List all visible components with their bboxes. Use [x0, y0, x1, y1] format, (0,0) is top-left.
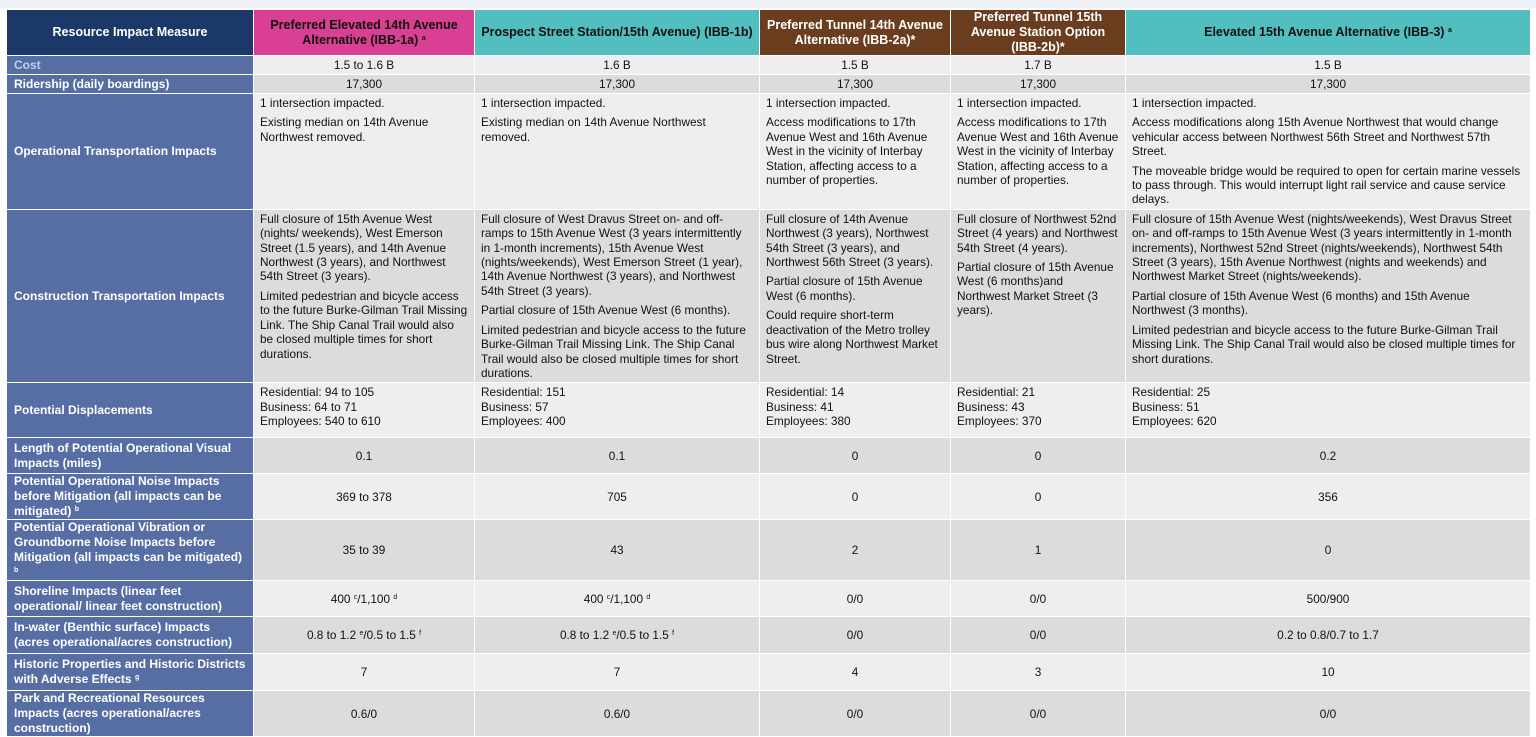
cell-cost-ibb-1b: 1.6 B — [475, 56, 760, 75]
cell-vibration-ibb-1a: 35 to 39 — [254, 520, 475, 581]
cell-line: Business: 64 to 71 — [260, 399, 358, 414]
row-label-park-recreational: Park and Recreational Resources Impacts (acres operational/acres construction) — [7, 691, 254, 737]
cell-line: Residential: 94 to 105 — [260, 385, 375, 400]
cell-line: Full closure of 15th Avenue West (nights/ weekends), West Emerson Street (1.5 years), and 14th Avenue Northwest (3 years), and Northwest 54th Street (3 years). — [260, 211, 447, 284]
resource-impact-table — [6, 9, 1531, 737]
cell-shoreline-ibb-2b: 0/0 — [951, 581, 1126, 617]
cell-shoreline-ibb-1a: 400 $^c$/1,100 $^d$ — [254, 581, 475, 617]
cell-line: Partial closure of 15th Avenue West (6 months). — [766, 274, 923, 303]
header-alt-ibb-3: Elevated 15th Avenue Alternative (IBB-3) $^a$ — [1126, 10, 1531, 56]
cell-operational-ibb-1b — [475, 94, 760, 210]
cell-ridership-ibb-2b: 17,300 — [951, 75, 1126, 94]
cell-vibration-ibb-2a: 2 — [760, 520, 951, 581]
header-alt-ibb-1a: Preferred Elevated 14th Avenue Alternative (IBB-1a) $^a$ — [254, 10, 475, 56]
cell-line: Residential: 151 — [481, 385, 566, 400]
row-cost — [7, 56, 1531, 75]
row-noise-impacts — [7, 474, 1531, 520]
cell-ridership-ibb-3: 17,300 — [1126, 75, 1531, 94]
row-construction-transportation — [7, 209, 1531, 382]
cell-construction-ibb-2b — [951, 209, 1126, 382]
cell-line: Could require short-term deactivation of the Metro trolley bus wire along Northwest Market Street. — [766, 308, 938, 366]
cell-noise-ibb-2a: 0 — [760, 474, 951, 520]
header-alt-ibb-1b: Prospect Street Station/15th Avenue) (IBB-1b) — [475, 10, 760, 56]
cell-displacements-ibb-2b — [951, 383, 1126, 438]
cell-line: Full closure of Northwest 52nd Street (4 years) and Northwest 54th Street (4 years). — [957, 211, 1118, 255]
cell-line: Access modifications to 17th Avenue West and 16th Avenue West in the vicinity of Interbay Station, affecting access to a number of properties. — [766, 115, 928, 188]
cell-line: Access modifications to 17th Avenue West and 16th Avenue West in the vicinity of Interbay Station, affecting access to a number of properties. — [957, 115, 1119, 188]
cell-line: Employees: 380 — [766, 414, 851, 429]
cell-construction-ibb-3 — [1126, 209, 1531, 382]
cell-inwater-ibb-2b: 0/0 — [951, 617, 1126, 654]
cell-noise-ibb-2b: 0 — [951, 474, 1126, 520]
cell-cost-ibb-3: 1.5 B — [1126, 56, 1531, 75]
cell-historic-ibb-1b: 7 — [475, 654, 760, 691]
cell-line: 1 intersection impacted. — [481, 96, 606, 110]
row-label-historic-properties — [7, 654, 254, 691]
cell-line: Employees: 620 — [1132, 414, 1217, 429]
cell-line: Limited pedestrian and bicycle access to the future Burke-Gilman Trail Missing Link. The Ship Canal Trail would also be closed multiple times for short durations. — [1132, 322, 1516, 366]
row-park-recreational — [7, 691, 1531, 737]
cell-line: Partial closure of 15th Avenue West (6 months). — [481, 303, 731, 318]
cell-displacements-ibb-3 — [1126, 383, 1531, 438]
cell-historic-ibb-1a: 7 — [254, 654, 475, 691]
cell-vibration-ibb-2b: 1 — [951, 520, 1126, 581]
cell-line: Partial closure of 15th Avenue West (6 months)and Northwest Market Street (3 years). — [957, 260, 1114, 318]
cell-cost-ibb-2a: 1.5 B — [760, 56, 951, 75]
row-visual-impacts — [7, 438, 1531, 474]
header-row — [7, 10, 1531, 56]
row-label-vibration-impacts — [7, 520, 254, 581]
cell-ridership-ibb-1a: 17,300 — [254, 75, 475, 94]
row-label-text: Historic Properties and Historic Districts with Adverse Effects — [14, 657, 246, 687]
cell-ridership-ibb-2a: 17,300 — [760, 75, 951, 94]
cell-line: Employees: 400 — [481, 414, 566, 429]
row-label-operational-transportation: Operational Transportation Impacts — [7, 94, 254, 210]
row-label-cost: Cost — [7, 56, 254, 75]
cell-visual-ibb-3: 0.2 — [1126, 438, 1531, 474]
cell-shoreline-ibb-3: 500/900 — [1126, 581, 1531, 617]
row-potential-displacements — [7, 383, 1531, 438]
cell-park-ibb-3: 0/0 — [1126, 691, 1531, 737]
cell-line: 1 intersection impacted. — [766, 96, 891, 110]
cell-displacements-ibb-2a — [760, 383, 951, 438]
footnote-marker: g — [134, 674, 140, 682]
row-label-potential-displacements: Potential Displacements — [7, 383, 254, 438]
cell-operational-ibb-1a — [254, 94, 475, 210]
cell-inwater-ibb-2a: 0/0 — [760, 617, 951, 654]
cell-line: 1 intersection impacted. — [957, 96, 1082, 110]
cell-line: Partial closure of 15th Avenue West (6 months) and 15th Avenue Northwest (3 months). — [1132, 288, 1470, 318]
cell-line: Business: 41 — [766, 399, 834, 414]
row-label-shoreline-impacts: Shoreline Impacts (linear feet operational/ linear feet construction) — [7, 581, 254, 617]
cell-visual-ibb-2a: 0 — [760, 438, 951, 474]
cell-visual-ibb-1a: 0.1 — [254, 438, 475, 474]
row-vibration-impacts — [7, 520, 1531, 581]
cell-vibration-ibb-3: 0 — [1126, 520, 1531, 581]
row-label-noise-impacts — [7, 474, 254, 520]
row-label-text: Potential Operational Vibration or Groundborne Noise Impacts before Mitigation (all impacts can be mitigated) — [14, 520, 243, 565]
cell-line: Existing median on 14th Avenue Northwest removed. — [481, 115, 706, 144]
cell-cost-ibb-2b: 1.7 B — [951, 56, 1126, 75]
row-label-construction-transportation: Construction Transportation Impacts — [7, 209, 254, 382]
cell-displacements-ibb-1a — [254, 383, 475, 438]
cell-displacements-ibb-1b — [475, 383, 760, 438]
cell-park-ibb-2b: 0/0 — [951, 691, 1126, 737]
cell-operational-ibb-3 — [1126, 94, 1531, 210]
cell-line: Business: 43 — [957, 399, 1025, 414]
cell-line: Access modifications along 15th Avenue Northwest that would change vehicular access between Northwest 56th Street and Northwest 57th Street. — [1132, 115, 1499, 159]
cell-park-ibb-2a: 0/0 — [760, 691, 951, 737]
cell-inwater-ibb-3: 0.2 to 0.8/0.7 to 1.7 — [1126, 617, 1531, 654]
cell-operational-ibb-2b — [951, 94, 1126, 210]
cell-cost-ibb-1a: 1.5 to 1.6 B — [254, 56, 475, 75]
cell-line: Full closure of 15th Avenue West (nights/weekends), West Dravus Street on- and off-ramps to 15th Avenue West (3 years intermittently in 1-month increments), Northwest 52nd Street (nights/weekends), Northwest 54th Street (3 years), 15th Avenue Northwest (nights and weekends) and Northwest Market Street (nights/weekends). — [1132, 211, 1512, 284]
header-alt-ibb-2b: Preferred Tunnel 15th Avenue Station Option (IBB-2b)* — [951, 10, 1126, 56]
cell-inwater-ibb-1b: 0.8 to 1.2 $^e$/0.5 to 1.5 $^f$ — [475, 617, 760, 654]
cell-line: Limited pedestrian and bicycle access to the future Burke-Gilman Trail Missing Link. The Ship Canal Trail would also be closed multiple times for short durations. — [260, 288, 468, 361]
cell-historic-ibb-2b: 3 — [951, 654, 1126, 691]
cell-vibration-ibb-1b: 43 — [475, 520, 760, 581]
row-label-visual-impacts: Length of Potential Operational Visual Impacts (miles) — [7, 438, 254, 474]
cell-visual-ibb-1b: 0.1 — [475, 438, 760, 474]
cell-line: Business: 51 — [1132, 399, 1200, 414]
header-resource-impact-measure: Resource Impact Measure — [7, 10, 254, 56]
cell-operational-ibb-2a — [760, 94, 951, 210]
top-title-strip — [0, 0, 1536, 8]
footnote-marker: b — [14, 567, 19, 575]
header-alt-ibb-2a: Preferred Tunnel 14th Avenue Alternative (IBB-2a)* — [760, 10, 951, 56]
cell-line: Residential: 25 — [1132, 385, 1211, 400]
cell-noise-ibb-3: 356 — [1126, 474, 1531, 520]
cell-line: Employees: 540 to 610 — [260, 414, 381, 429]
cell-line: Employees: 370 — [957, 414, 1042, 429]
cell-shoreline-ibb-2a: 0/0 — [760, 581, 951, 617]
cell-ridership-ibb-1b: 17,300 — [475, 75, 760, 94]
cell-park-ibb-1b: 0.6/0 — [475, 691, 760, 737]
footnote-marker: b — [74, 506, 79, 514]
row-historic-properties — [7, 654, 1531, 691]
row-label-inwater-impacts: In-water (Benthic surface) Impacts (acres operational/acres construction) — [7, 617, 254, 654]
cell-noise-ibb-1b: 705 — [475, 474, 760, 520]
row-operational-transportation — [7, 94, 1531, 210]
row-label-ridership: Ridership (daily boardings) — [7, 75, 254, 94]
cell-noise-ibb-1a: 369 to 378 — [254, 474, 475, 520]
row-inwater-impacts — [7, 617, 1531, 654]
row-shoreline-impacts — [7, 581, 1531, 617]
cell-line: Business: 57 — [481, 399, 549, 414]
cell-line: Residential: 21 — [957, 385, 1036, 400]
cell-line: 1 intersection impacted. — [260, 96, 385, 110]
cell-historic-ibb-2a: 4 — [760, 654, 951, 691]
cell-visual-ibb-2b: 0 — [951, 438, 1126, 474]
cell-construction-ibb-1b — [475, 209, 760, 382]
cell-line: Full closure of West Dravus Street on- and off-ramps to 15th Avenue West (3 years intermittently in 1-month increments), 15th Avenue West (nights/weekends), West Emerson Street (1 year), 14th Avenue Northwest (3 years), and Northwest 54th Street (3 years). — [481, 211, 743, 298]
cell-line: Existing median on 14th Avenue Northwest removed. — [260, 115, 429, 144]
cell-line: 1 intersection impacted. — [1132, 96, 1257, 110]
row-ridership — [7, 75, 1531, 94]
cell-line: The moveable bridge would be required to open for certain marine vessels to pass through. This would interrupt light rail service and cause service delays. — [1132, 163, 1521, 207]
cell-construction-ibb-2a — [760, 209, 951, 382]
cell-line: Limited pedestrian and bicycle access to the future Burke-Gilman Trail Missing Link. The Ship Canal Trail would also be closed multiple times for short durations. — [481, 322, 746, 380]
cell-line: Full closure of 14th Avenue Northwest (3 years), Northwest 54th Street (3 years), and Northwest 56th Street (3 years). — [766, 211, 934, 270]
cell-construction-ibb-1a — [254, 209, 475, 382]
cell-shoreline-ibb-1b: 400 $^c$/1,100 $^d$ — [475, 581, 760, 617]
cell-line: Residential: 14 — [766, 385, 845, 400]
cell-inwater-ibb-1a: 0.8 to 1.2 $^e$/0.5 to 1.5 $^f$ — [254, 617, 475, 654]
row-label-text: Potential Operational Noise Impacts before Mitigation (all impacts can be mitigated) — [14, 474, 222, 519]
cell-park-ibb-1a: 0.6/0 — [254, 691, 475, 737]
cell-historic-ibb-3: 10 — [1126, 654, 1531, 691]
